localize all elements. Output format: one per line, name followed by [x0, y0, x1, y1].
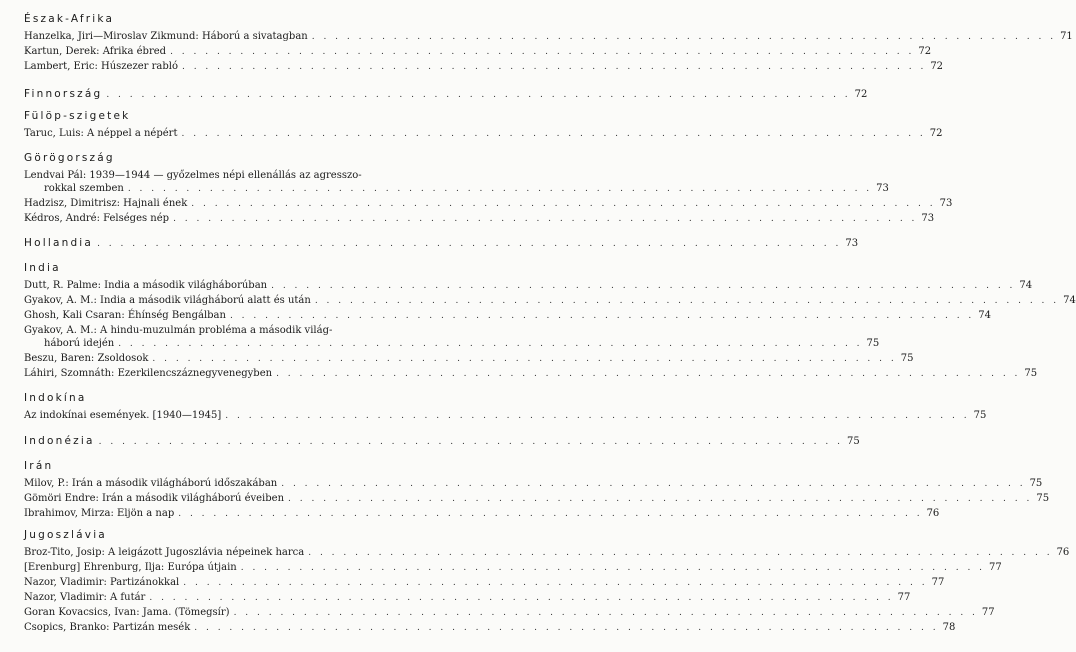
entry-text: Taruc, Luis: A néppel a népért: [24, 128, 178, 139]
section-heading: Indonézia: [24, 435, 95, 447]
index-entry: [24, 60, 944, 73]
index-entry: [24, 309, 992, 322]
page-number: 78: [942, 622, 956, 633]
index-entry: [24, 606, 995, 619]
section-heading: Fülöp-szigetek: [24, 110, 131, 122]
dot-leader: . . . . . . . . . . . . . . . . . . . . . . . . . . . . . . . . . . . . . . . . . . . . . . . . . . . . . . . . . . . . . . . .: [191, 199, 936, 209]
dot-leader: . . . . . . . . . . . . . . . . . . . . . . . . . . . . . . . . . . . . . . . . . . . . . . . . . . . . . . . . . . . . . . . .: [183, 578, 928, 588]
page-number: 75: [973, 410, 987, 421]
entry-text: Milov, P.: Irán a második világháború időszakában: [24, 478, 278, 489]
page-number: 72: [930, 61, 944, 72]
page-number: 74: [1019, 280, 1033, 291]
dot-leader: . . . . . . . . . . . . . . . . . . . . . . . . . . . . . . . . . . . . . . . . . . . . . . . . . . . . . . . . . . . . . . . .: [194, 623, 939, 633]
index-entry: [24, 324, 880, 350]
index-entry: [24, 546, 1070, 559]
dot-leader: . . . . . . . . . . . . . . . . . . . . . . . . . . . . . . . . . . . . . . . . . . . . . . . . . . . . . . . . . . . . . . . .: [281, 479, 1026, 489]
dot-leader: . . . . . . . . . . . . . . . . . . . . . . . . . . . . . . . . . . . . . . . . . . . . . . . . . . . . . . . . . . . . . . . .: [276, 369, 1021, 379]
index-entry: [24, 169, 889, 195]
entry-text: Csopics, Branko: Partizán mesék: [24, 622, 191, 633]
section-heading: Indokína: [24, 392, 87, 404]
section-heading-row: [24, 435, 860, 448]
index-entry: [24, 352, 914, 365]
entry-text: Ibrahimov, Mirza: Eljön a nap: [24, 508, 175, 519]
section-heading: Észak-Afrika: [24, 13, 115, 25]
entry-text: Nazor, Vladimir: A futár: [24, 592, 146, 603]
section-heading: India: [24, 262, 61, 274]
dot-leader: . . . . . . . . . . . . . . . . . . . . . . . . . . . . . . . . . . . . . . . . . . . . . . . . . . . . . . . . . . . . . . . .: [314, 296, 1060, 306]
entry-text: Hadzisz, Dimitrisz: Hajnali ének: [24, 198, 188, 209]
dot-leader: . . . . . . . . . . . . . . . . . . . . . . . . . . . . . . . . . . . . . . . . . . . . . . . . . . . . . . . . . . . . . . . .: [173, 214, 918, 224]
index-entry: [24, 561, 1002, 574]
section-heading: Görögország: [24, 152, 115, 164]
entry-text: rokkal szemben: [44, 183, 124, 194]
page-number: 75: [846, 436, 860, 447]
dot-leader: . . . . . . . . . . . . . . . . . . . . . . . . . . . . . . . . . . . . . . . . . . . . . . . . . . . . . . . . . . . . . . . .: [106, 90, 851, 100]
page-number: 73: [845, 238, 859, 249]
page-number: 72: [854, 89, 868, 100]
page-number: 74: [1063, 295, 1076, 306]
index-entry: [24, 409, 987, 422]
page-number: 77: [989, 562, 1002, 573]
section-heading: Irán: [24, 460, 54, 472]
dot-leader: . . . . . . . . . . . . . . . . . . . . . . . . . . . . . . . . . . . . . . . . . . . . . . . . . . . . . . . . . . . . . . . .: [229, 311, 975, 321]
index-entry: [24, 197, 953, 210]
dot-leader: . . . . . . . . . . . . . . . . . . . . . . . . . . . . . . . . . . . . . . . . . . . . . . . . . . . . . . . . . . . . . . . .: [178, 509, 923, 519]
page-number: 73: [939, 198, 953, 209]
index-entry: [24, 279, 1033, 292]
dot-leader: . . . . . . . . . . . . . . . . . . . . . . . . . . . . . . . . . . . . . . . . . . . . . . . . . . . . . . . . . . . . . . . .: [233, 608, 978, 618]
entry-text: Gyakov, A. M.: India a második világháború alatt és után: [24, 295, 311, 306]
dot-leader: . . . . . . . . . . . . . . . . . . . . . . . . . . . . . . . . . . . . . . . . . . . . . . . . . . . . . . . . . . . . . . . .: [118, 339, 863, 349]
dot-leader: . . . . . . . . . . . . . . . . . . . . . . . . . . . . . . . . . . . . . . . . . . . . . . . . . . . . . . . . . . . . . . . .: [181, 62, 927, 72]
index-entry: [24, 127, 943, 140]
entry-text: Goran Kovacsics, Ivan: Jama. (Tömegsír): [24, 607, 230, 618]
entry-text: Kartun, Derek: Afrika ébred: [24, 46, 167, 57]
page-number: 72: [929, 128, 943, 139]
section-heading: Finnország: [24, 88, 103, 100]
page-number: 77: [981, 607, 995, 618]
entry-text: Hanzelka, Jiri—Miroslav Zikmund: Háború a sivatagban: [24, 31, 308, 42]
entry-text: Gömöri Endre: Irán a második világháború éveiben: [24, 493, 285, 504]
page-number: 75: [900, 353, 914, 364]
page-number: 75: [1024, 368, 1038, 379]
dot-leader: . . . . . . . . . . . . . . . . . . . . . . . . . . . . . . . . . . . . . . . . . . . . . . . . . . . . . . . . . . . . . . . .: [170, 47, 915, 57]
index-entry: [24, 294, 1076, 307]
page-number: 71: [1060, 31, 1073, 42]
entry-text: Beszu, Baren: Zsoldosok: [24, 353, 149, 364]
entry-text: háború idején: [44, 338, 115, 349]
entry-text: Gyakov, A. M.: A hindu-muzulmán probléma a második világ-: [24, 325, 333, 336]
entry-text: [Erenburg] Ehrenburg, Ilja: Európa útjain: [24, 562, 237, 573]
dot-leader: . . . . . . . . . . . . . . . . . . . . . . . . . . . . . . . . . . . . . . . . . . . . . . . . . . . . . . . . . . . . . . . .: [240, 563, 986, 573]
entry-text: Ghosh, Kali Csaran: Éhínség Bengálban: [24, 310, 226, 321]
index-entry: [24, 507, 940, 520]
dot-leader: . . . . . . . . . . . . . . . . . . . . . . . . . . . . . . . . . . . . . . . . . . . . . . . . . . . . . . . . . . . . . . . .: [181, 129, 926, 139]
page-number: 75: [1029, 478, 1043, 489]
page-number: 74: [978, 310, 992, 321]
dot-leader: . . . . . . . . . . . . . . . . . . . . . . . . . . . . . . . . . . . . . . . . . . . . . . . . . . . . . . . . . . . . . . . .: [271, 281, 1016, 291]
index-entry: [24, 591, 911, 604]
entry-text: Broz-Tito, Josip: A leigázott Jugoszlávia népeinek harca: [24, 547, 305, 558]
section-heading: Jugoszlávia: [24, 529, 107, 541]
dot-leader: . . . . . . . . . . . . . . . . . . . . . . . . . . . . . . . . . . . . . . . . . . . . . . . . . . . . . . . . . . . . . . . .: [127, 184, 873, 194]
dot-leader: . . . . . . . . . . . . . . . . . . . . . . . . . . . . . . . . . . . . . . . . . . . . . . . . . . . . . . . . . . . . . . . .: [98, 437, 843, 447]
entry-text: Dutt, R. Palme: India a második világháborúban: [24, 280, 268, 291]
page-number: 76: [1056, 547, 1070, 558]
page-number: 77: [897, 592, 911, 603]
index-entry: [24, 576, 945, 589]
dot-leader: . . . . . . . . . . . . . . . . . . . . . . . . . . . . . . . . . . . . . . . . . . . . . . . . . . . . . . . . . . . . . . . .: [311, 32, 1057, 42]
dot-leader: . . . . . . . . . . . . . . . . . . . . . . . . . . . . . . . . . . . . . . . . . . . . . . . . . . . . . . . . . . . . . . . .: [308, 548, 1053, 558]
dot-leader: . . . . . . . . . . . . . . . . . . . . . . . . . . . . . . . . . . . . . . . . . . . . . . . . . . . . . . . . . . . . . . . .: [149, 593, 894, 603]
index-entry: [24, 45, 932, 58]
index-entry: [24, 30, 1073, 43]
section-heading-row: [24, 237, 859, 250]
entry-text: Lambert, Eric: Húszezer rabló: [24, 61, 178, 72]
index-entry: [24, 477, 1043, 490]
entry-text: Lendvai Pál: 1939—1944 — győzelmes népi ellenállás az agresszo-: [24, 170, 362, 181]
dot-leader: . . . . . . . . . . . . . . . . . . . . . . . . . . . . . . . . . . . . . . . . . . . . . . . . . . . . . . . . . . . . . . . .: [97, 239, 842, 249]
dot-leader: . . . . . . . . . . . . . . . . . . . . . . . . . . . . . . . . . . . . . . . . . . . . . . . . . . . . . . . . . . . . . . . .: [225, 411, 970, 421]
dot-leader: . . . . . . . . . . . . . . . . . . . . . . . . . . . . . . . . . . . . . . . . . . . . . . . . . . . . . . . . . . . . . . . .: [288, 494, 1033, 504]
index-entry: [24, 621, 956, 634]
page-number: 75: [866, 338, 880, 349]
entry-text: Az indokínai események. [1940—1945]: [24, 410, 222, 421]
index-entry: [24, 212, 935, 225]
page-number: 75: [1036, 493, 1050, 504]
page-number: 72: [918, 46, 932, 57]
section-heading-row: [24, 88, 868, 101]
dot-leader: . . . . . . . . . . . . . . . . . . . . . . . . . . . . . . . . . . . . . . . . . . . . . . . . . . . . . . . . . . . . . . . .: [152, 354, 897, 364]
entry-text: Láhiri, Szomnáth: Ezerkilencszáznegyvenegyben: [24, 368, 273, 379]
index-entry: [24, 367, 1038, 380]
page-number: 73: [921, 213, 935, 224]
page-number: 77: [931, 577, 945, 588]
page-number: 76: [926, 508, 940, 519]
entry-text: Nazor, Vladimir: Partizánokkal: [24, 577, 180, 588]
section-heading: Hollandia: [24, 237, 94, 249]
index-entry: [24, 492, 1050, 505]
page-number: 73: [876, 183, 889, 194]
entry-text: Kédros, André: Felséges nép: [24, 213, 170, 224]
